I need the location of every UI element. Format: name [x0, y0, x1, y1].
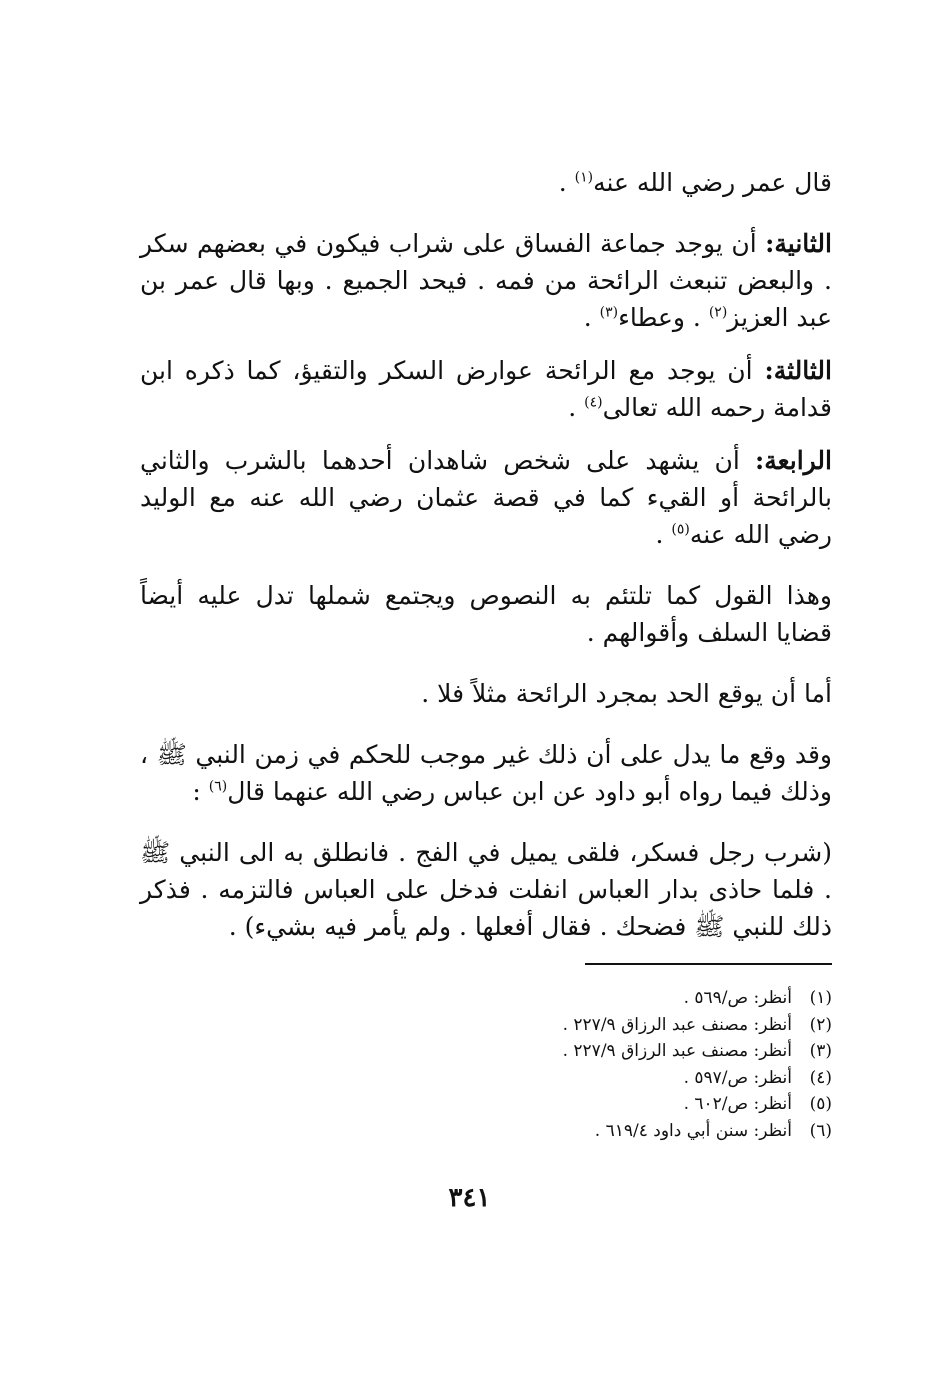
paragraph-text: (شرب رجل فسكر، فلقى يميل في الفج . فانطلق به الى النبي ﷺ . فلما حاذى بدار العباس انفلت فدخل على العباس فالتزمه . فذكر ذلك للنبي ﷺ فضحك . فقال أفعلها . ولم يأمر فيه بشيء) . — [140, 838, 832, 941]
footnote-text: أنظر: مصنف عبد الرزاق ٢٢٧/٩ . — [562, 1014, 792, 1035]
paragraph-2 — [140, 225, 832, 336]
paragraph-lead: الرابعة: — [755, 446, 832, 475]
paragraph-tail: : — [192, 777, 209, 806]
paragraph-3 — [140, 352, 832, 426]
footnote-ref: (٢) — [708, 304, 728, 321]
paragraph-tail: . — [655, 520, 672, 549]
footnote-item — [500, 1091, 832, 1118]
footnote-item — [500, 985, 832, 1012]
footnote-text: أنظر: ص/٦٠٢ . — [683, 1094, 792, 1114]
footnote-item — [500, 1118, 832, 1145]
paragraph-text: أما أن يوقع الحد بمجرد الرائحة مثلاً فلا . — [421, 679, 832, 708]
paragraph-text: وهذا القول كما تلتئم به النصوص ويجتمع شملها تدل عليه أيضاً قضايا السلف وأقوالهم . — [140, 581, 832, 647]
paragraph-7 — [140, 736, 832, 810]
footnote-ref: (١) — [574, 169, 594, 186]
footnote-item — [500, 1038, 832, 1065]
footnote-divider — [585, 963, 832, 965]
footnote-number: (١) — [809, 988, 832, 1008]
footnote-number: (٣) — [809, 1041, 832, 1061]
paragraph-1 — [140, 164, 832, 201]
main-text — [140, 150, 832, 945]
paragraph-tail: . وعطاء — [618, 303, 709, 332]
footnote-number: (٦) — [809, 1120, 832, 1141]
footnote-text: أنظر: ص/٥٩٧ . — [683, 1067, 792, 1088]
paragraph-text: أن يوجد مع الرائحة عوارض السكر والتقيؤ، كما ذكره ابن قدامة رحمه الله تعالى — [140, 356, 832, 422]
page-number: ٣٤١ — [448, 1183, 491, 1213]
footnote-item — [500, 1065, 832, 1092]
paragraph-text: وقد وقع ما يدل على أن ذلك غير موجب للحكم في زمن النبي ﷺ ، وذلك فيما رواه أبو داود عن ابن عباس رضي الله عنهما قال — [140, 740, 832, 806]
footnote-number: (٥) — [809, 1094, 832, 1114]
paragraph-text: قال عمر رضي الله عنه — [593, 168, 832, 197]
paragraph-tail: . — [558, 168, 575, 197]
footnote-ref: (٤) — [584, 394, 603, 411]
footnote-number: (٢) — [809, 1014, 832, 1035]
paragraph-tail: . — [568, 393, 585, 422]
footnote-ref: (٦) — [208, 778, 228, 795]
paragraph-text: أن يوجد جماعة الفساق على شراب فيكون في بعضهم سكر . والبعض تنبعث الرائحة من فمه . فيحد الجميع . وبها قال عمر بن عبد العزيز — [140, 229, 832, 332]
paragraph-6 — [140, 675, 832, 712]
footnote-ref: (٣) — [599, 304, 619, 321]
paragraph-lead: الثالثة: — [764, 356, 832, 385]
paragraph-lead: الثانية: — [765, 229, 832, 258]
paragraph-text: أن يشهد على شخص شاهدان أحدهما بالشرب والثاني بالرائحة أو القيء كما في قصة عثمان رضي الله عنه مع الوليد رضي الله عنه — [140, 446, 832, 549]
footnotes — [500, 985, 832, 1144]
footnote-text: أنظر: سنن أبي داود ٦١٩/٤ . — [594, 1120, 792, 1141]
footnote-number: (٤) — [809, 1067, 832, 1088]
footnote-item — [500, 1012, 832, 1039]
footnote-text: أنظر: ص/٥٦٩ . — [683, 988, 792, 1008]
paragraph-8 — [140, 834, 832, 945]
paragraph-5 — [140, 577, 832, 651]
paragraph-4 — [140, 442, 832, 553]
footnote-text: أنظر: مصنف عبد الرزاق ٢٢٧/٩ . — [562, 1041, 792, 1061]
paragraph-tail: . — [583, 303, 600, 332]
footnote-ref: (٥) — [671, 521, 690, 538]
